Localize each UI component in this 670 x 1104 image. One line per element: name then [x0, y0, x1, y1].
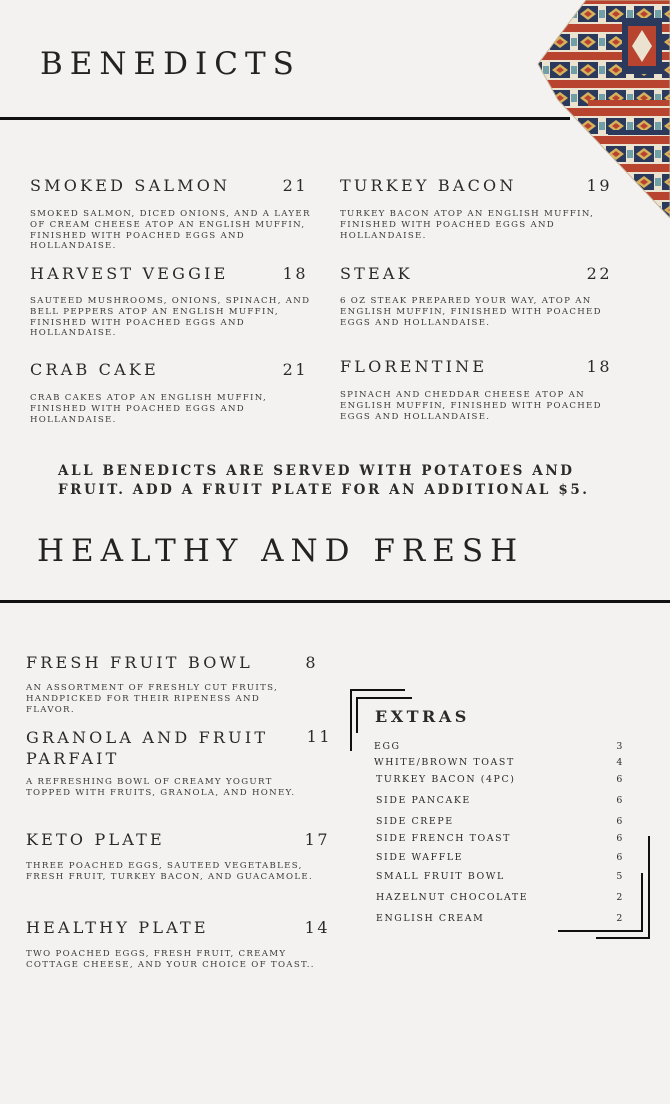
menu-item [340, 357, 612, 422]
menu-item [26, 727, 332, 799]
item-name: SMOKED SALMON [30, 176, 231, 195]
item-price: 18 [282, 264, 308, 283]
extra-name: TURKEY BACON (4PC) [376, 774, 516, 785]
item-description: 6 OZ STEAK PREPARED YOUR WAY, ATOP AN ENGLISH MUFFIN, FINISHED WITH POACHED EGGS AND HOLLANDAISE. [340, 296, 602, 328]
item-description: CRAB CAKES ATOP AN ENGLISH MUFFIN, FINISHED WITH POACHED EGGS AND HOLLANDAISE. [30, 393, 268, 425]
extra-price: 6 [616, 852, 624, 863]
bracket-top-h [350, 689, 405, 691]
item-name: STEAK [340, 264, 413, 283]
extra-name: WHITE/BROWN TOAST [374, 757, 515, 768]
list-item [376, 892, 626, 903]
item-description: TURKEY BACON ATOP AN ENGLISH MUFFIN, FINISHED WITH POACHED EGGS AND HOLLANDAISE. [340, 209, 595, 241]
extra-price: 6 [616, 795, 624, 806]
list-item [374, 757, 624, 768]
menu-item [340, 264, 612, 328]
bracket-top-v [350, 689, 352, 751]
item-description: SMOKED SALMON, DICED ONIONS, AND A LAYER OF CREAM CHEESE ATOP AN ENGLISH MUFFIN, FINISHED WITH POACHED EGGS AND HOLLANDAISE. [30, 209, 311, 252]
extra-name: SMALL FRUIT BOWL [376, 871, 505, 882]
extra-name: HAZELNUT CHOCOLATE [376, 892, 529, 903]
extra-price: 6 [616, 774, 624, 785]
extras-title: EXTRAS [375, 707, 470, 726]
extra-name: ENGLISH CREAM [376, 913, 485, 924]
extra-price: 2 [616, 892, 624, 903]
extra-name: SIDE PANCAKE [376, 795, 471, 806]
menu-item [30, 360, 312, 425]
item-description: THREE POACHED EGGS, SAUTEED VEGETABLES, FRESH FRUIT, TURKEY BACON, AND GUACAMOLE. [26, 861, 313, 882]
item-price: 21 [282, 360, 308, 379]
item-description: AN ASSORTMENT OF FRESHLY CUT FRUITS, HANDPICKED FOR THEIR RIPENESS AND FLAVOR. [26, 683, 279, 715]
bracket-bottom-h [558, 930, 641, 932]
extra-price: 6 [616, 833, 624, 844]
list-item [376, 795, 626, 806]
benedicts-note: ALL BENEDICTS ARE SERVED WITH POTATOES AND FRUIT. ADD A FRUIT PLATE FOR AN ADDITIONAL $5. [58, 463, 590, 498]
item-description: SPINACH AND CHEDDAR CHEESE ATOP AN ENGLISH MUFFIN, FINISHED WITH POACHED EGGS AND HOLLANDAISE. [340, 390, 602, 422]
item-price: 18 [586, 357, 612, 376]
item-name: GRANOLA AND FRUIT PARFAIT [26, 728, 269, 768]
item-name: CRAB CAKE [30, 360, 159, 379]
item-name: KETO PLATE [26, 830, 165, 849]
extra-name: EGG [374, 741, 401, 752]
list-item [374, 741, 624, 752]
bracket-top-v2 [356, 697, 358, 733]
extra-price: 6 [616, 816, 624, 827]
healthy-title: HEALTHY AND FRESH [37, 533, 525, 569]
menu-item [30, 176, 312, 252]
list-item [376, 871, 626, 882]
item-price: 19 [586, 176, 612, 195]
menu-item [30, 264, 312, 339]
extra-name: SIDE CREPE [376, 816, 454, 827]
list-item [376, 816, 626, 827]
list-item [376, 852, 626, 863]
item-description: A REFRESHING BOWL OF CREAMY YOGURT TOPPED WITH FRUITS, GRANOLA, AND HONEY. [26, 777, 296, 798]
bracket-bottom-v [641, 873, 643, 932]
item-price: 8 [305, 653, 318, 672]
item-price: 21 [282, 176, 308, 195]
extra-price: 3 [616, 741, 624, 752]
extra-price: 2 [616, 913, 624, 924]
list-item [376, 833, 626, 844]
list-item [376, 913, 626, 924]
list-item [376, 774, 626, 785]
benedicts-divider [0, 117, 570, 120]
item-description: SAUTEED MUSHROOMS, ONIONS, SPINACH, AND BELL PEPPERS ATOP AN ENGLISH MUFFIN, FINISHED WITH POACHED EGGS AND HOLLANDAISE. [30, 296, 311, 339]
bracket-bottom-v2 [648, 836, 650, 939]
extra-price: 5 [616, 871, 624, 882]
menu-item [340, 176, 612, 241]
extras-list [374, 738, 624, 928]
healthy-divider [0, 600, 670, 603]
item-name: HEALTHY PLATE [26, 918, 209, 937]
bracket-top-h2 [356, 697, 412, 699]
item-name: FLORENTINE [340, 357, 488, 376]
item-price: 17 [304, 830, 330, 849]
benedicts-title: BENEDICTS [40, 46, 301, 82]
extra-name: SIDE WAFFLE [376, 852, 464, 863]
item-price: 14 [304, 918, 330, 937]
item-name: HARVEST VEGGIE [30, 264, 229, 283]
bracket-bottom-h2 [596, 937, 650, 939]
item-name: TURKEY BACON [340, 176, 517, 195]
item-price: 22 [586, 264, 612, 283]
menu-item [26, 918, 330, 971]
menu-item [26, 830, 330, 883]
item-description: TWO POACHED EGGS, FRESH FRUIT, CREAMY COTTAGE CHEESE, AND YOUR CHOICE OF TOAST.. [26, 949, 315, 970]
extra-price: 4 [616, 757, 624, 768]
extra-name: SIDE FRENCH TOAST [376, 833, 511, 844]
item-price: 11 [306, 727, 332, 746]
menu-item [26, 653, 326, 715]
item-name: FRESH FRUIT BOWL [26, 653, 253, 672]
